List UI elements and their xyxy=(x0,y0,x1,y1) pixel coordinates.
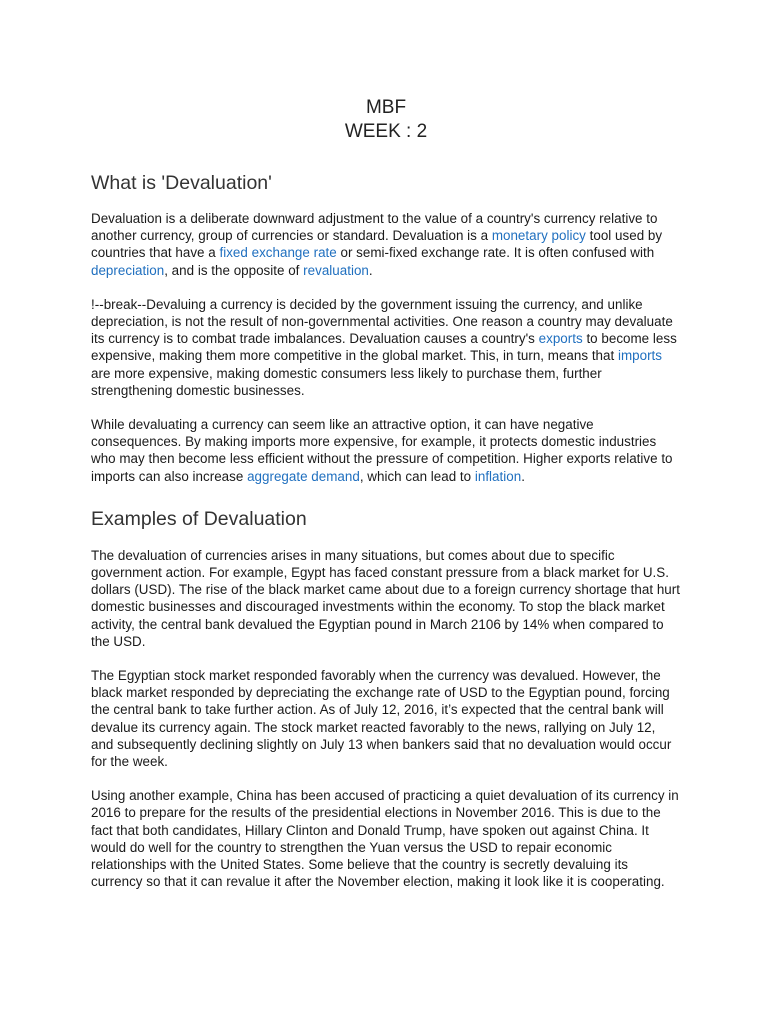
link-monetary-policy[interactable]: monetary policy xyxy=(491,228,586,244)
link-aggregate-demand[interactable]: aggregate demand xyxy=(247,468,360,484)
text-run: !--break--Devaluing a currency is decided by the government issuing the currency, and unlike depreciation, is not the result of non-governmental activities. One reason a country may devaluate its currency is to combat trade imbalances. Devaluation causes a country's xyxy=(91,296,673,347)
link-inflation[interactable]: inflation xyxy=(474,468,522,484)
link-imports[interactable]: imports xyxy=(617,348,663,364)
text-run: Devaluation is a deliberate downward adjustment to the value of a country's currency relative to another currency, group of currencies or standard. Devaluation is a xyxy=(91,211,658,244)
text-run: or semi-fixed exchange rate. It is often confused with xyxy=(336,245,655,261)
link-fixed-exchange-rate[interactable]: fixed exchange rate xyxy=(219,245,337,261)
text-run: are more expensive, making domestic consumers less likely to purchase them, further strengthening domestic businesses. xyxy=(91,365,602,398)
paragraph-definition xyxy=(91,210,681,279)
text-run: , and is the opposite of xyxy=(164,262,304,278)
text-run: to become less expensive, making them more competitive in the global market. This, in turn, means that xyxy=(91,331,677,364)
paragraph-china-example: Using another example, China has been accused of practicing a quiet devaluation of its currency in 2016 to prepare for the results of the presidential elections in November 2016. This is due to the fact that both candidates, Hillary Clinton and Donald Trump, have spoken out against China. It would do well for the country to strengthen the Yuan versus the USD to repair economic relationships with the United States. Some believe that the country is secretly devaluing its currency so that it can revalue it after the November election, making it look like it is cooperating. xyxy=(91,788,679,890)
text-run: tool used by countries that have a xyxy=(91,228,663,261)
text-run: While devaluating a currency can seem like an attractive option, it can have negative consequences. By making imports more expensive, for example, it protects domestic industries who may then become less efficient without the pressure of competition. Higher exports relative to imports can also increase xyxy=(91,417,673,484)
paragraph-negative-consequences xyxy=(91,416,681,485)
paragraph-trade-imbalances xyxy=(91,296,681,399)
text-run: , which can lead to xyxy=(359,468,475,484)
link-depreciation[interactable]: depreciation xyxy=(91,262,165,278)
title-line-week: WEEK : 2 xyxy=(344,121,428,142)
text-run: . xyxy=(368,262,373,278)
link-exports[interactable]: exports xyxy=(538,331,583,347)
title-line-course: MBF xyxy=(365,97,407,118)
paragraph-egypt-stock-market: The Egyptian stock market responded favorably when the currency was devalued. However, the black market responded by depreciating the exchange rate of USD to the Egyptian pound, forcing the central bank to take further action. As of July 12, 2016, it’s expected that the central bank will devalue its currency again. The stock market reacted favorably to the news, rallying on July 12, and subsequently declining slightly on July 13 when bankers said that no devaluation would occur for the week. xyxy=(91,668,672,770)
section-heading-what-is-devaluation: What is 'Devaluation' xyxy=(91,172,272,194)
paragraph-egypt-example: The devaluation of currencies arises in many situations, but comes about due to specific government action. For example, Egypt has faced constant pressure from a black market for U.S. dollars (USD). The rise of the black market came about due to a foreign currency shortage that hurt domestic businesses and discouraged investments within the economy. To stop the black market activity, the central bank devalued the Egyptian pound in March 2106 by 14% when compared to the USD. xyxy=(91,547,680,649)
text-run: . xyxy=(521,468,525,484)
section-heading-examples: Examples of Devaluation xyxy=(91,507,307,530)
document-page xyxy=(91,96,681,891)
document-title xyxy=(91,96,681,144)
link-revaluation[interactable]: revaluation xyxy=(303,262,369,278)
